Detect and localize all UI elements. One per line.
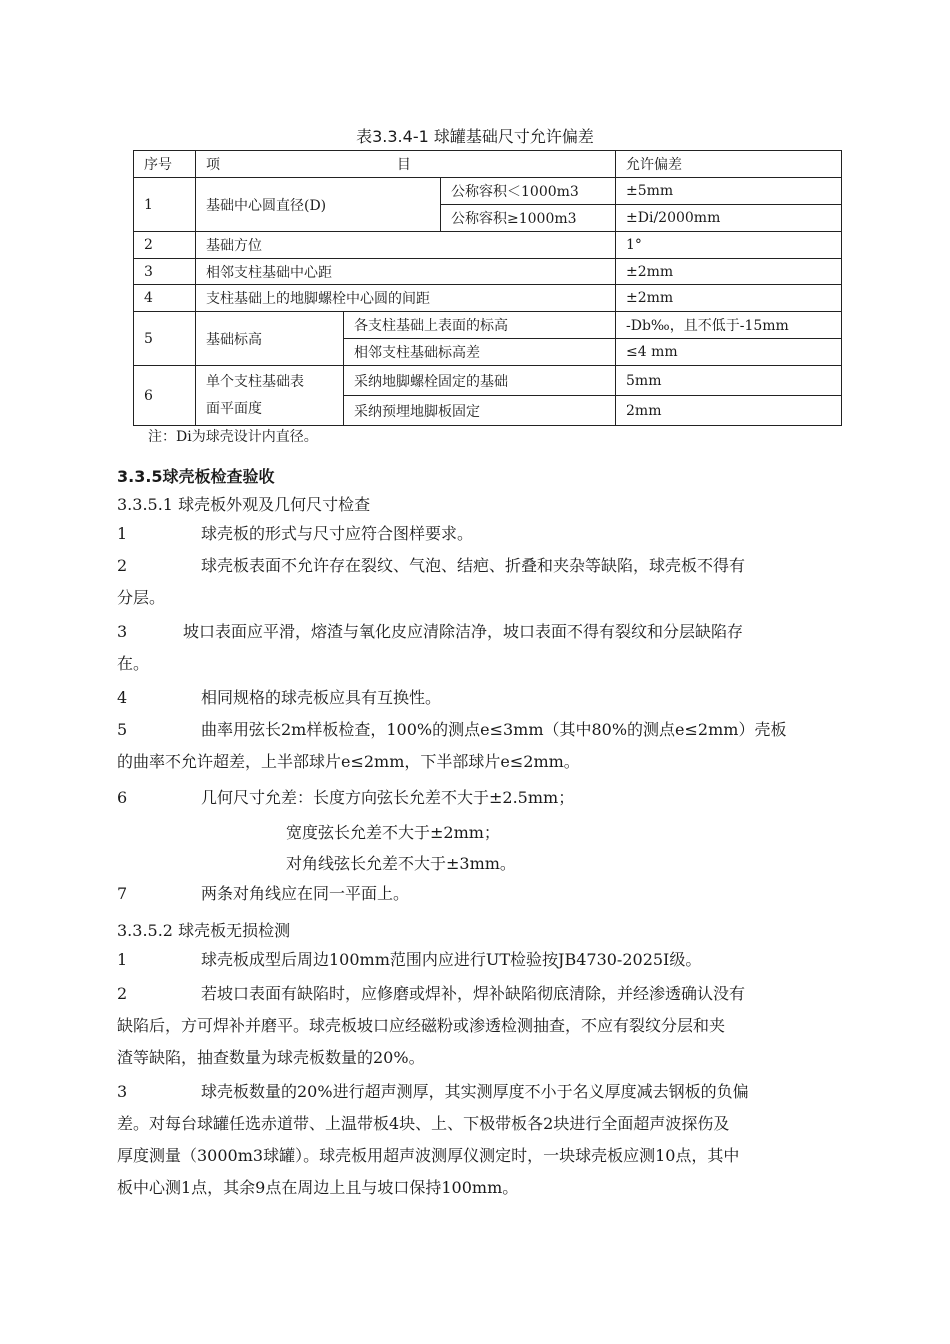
list-item — [117, 1076, 859, 1204]
item-text-cont: 缺陷后，方可焊补并磨平。球壳板坡口应经磁粉或渗透检测抽查，不应有裂纹分层和夹 — [117, 1016, 726, 1035]
row-tol: ≤4 mm — [616, 339, 842, 366]
row-seq: 4 — [134, 285, 196, 312]
table-note: 注：Di为球壳设计内直径。 — [148, 429, 318, 445]
item-text: 坡口表面应平滑，熔渣与氧化皮应清除洁净，坡口表面不得有裂纹和分层缺陷存 — [183, 622, 744, 641]
list-item — [117, 714, 859, 778]
item-text-cont: 分层。 — [117, 588, 166, 607]
row-tol: ±Di/2000mm — [616, 205, 842, 232]
item-text-cont: 板中心测1点，其余9点在周边上且与坡口保持100mm。 — [117, 1178, 519, 1197]
section-heading: 3.3.5球壳板检查验收 — [117, 467, 275, 486]
row-item: 基础方位 — [196, 232, 616, 259]
row-cond: 采纳预埋地脚板固定 — [344, 396, 616, 426]
row-tol: 5mm — [616, 366, 842, 396]
table-row — [134, 312, 842, 339]
item-text-cont: 差。对每台球罐任选赤道带、上温带板4块、上、下极带板各2块进行全面超声波探伤及 — [117, 1114, 730, 1133]
list-item — [117, 944, 859, 976]
item-text: 曲率用弦长2m样板检查，100%的测点e≤3mm（其中80%的测点e≤2mm）壳板 — [201, 720, 787, 739]
item-text-cont: 厚度测量（3000m3球罐）。球壳板用超声波测厚仪测定时，一块球壳板应测10点，其中 — [117, 1146, 740, 1165]
item-number: 3 — [117, 622, 128, 641]
row-item-line1: 单个支柱基础表 — [206, 373, 304, 390]
row-item: 支柱基础上的地脚螺栓中心圆的间距 — [196, 285, 616, 312]
row-cond: 相邻支柱基础标高差 — [344, 339, 616, 366]
table-title: 表3.3.4-1 球罐基础尺寸允许偏差 — [356, 127, 594, 146]
item-text-cont: 对角线弦长允差不大于±3mm。 — [286, 854, 516, 873]
row-seq: 1 — [134, 178, 196, 232]
row-tol: 1° — [616, 232, 842, 259]
row-item: 相邻支柱基础中心距 — [196, 259, 616, 285]
item-number: 7 — [117, 884, 128, 903]
item-text: 球壳板成型后周边100mm范围内应进行UT检验按JB4730-2025Ⅰ级。 — [201, 950, 702, 969]
row-cond: 公称容积≥1000m3 — [441, 205, 616, 232]
item-text-cont: 宽度弦长允差不大于±2mm； — [286, 823, 500, 842]
row-tol: ±5mm — [616, 178, 842, 205]
table-row — [134, 178, 842, 205]
item-text: 两条对角线应在同一平面上。 — [201, 884, 410, 903]
item-text-cont: 在。 — [117, 654, 150, 673]
row-seq: 5 — [134, 312, 196, 366]
item-number: 6 — [117, 788, 128, 807]
row-cond: 采纳地脚螺栓固定的基础 — [344, 366, 616, 396]
header-item-right: 目 — [396, 157, 411, 173]
list-item — [117, 518, 859, 550]
header-item-left: 项 — [206, 157, 220, 173]
row-cond: 各支柱基础上表面的标高 — [344, 312, 616, 339]
row-tol: ±2mm — [616, 285, 842, 312]
item-text: 球壳板数量的20%进行超声测厚，其实测厚度不小于名义厚度减去钢板的负偏 — [201, 1082, 749, 1101]
list-item — [117, 616, 859, 680]
item-number: 2 — [117, 556, 128, 575]
row-cond: 公称容积＜1000m3 — [441, 178, 616, 205]
row-item: 基础标高 — [196, 312, 344, 366]
header-tolerance: 允许偏差 — [616, 151, 842, 178]
item-text: 球壳板的形式与尺寸应符合图样要求。 — [201, 524, 474, 543]
item-text: 相同规格的球壳板应具有互换性。 — [201, 688, 442, 707]
item-text-cont: 的曲率不允许超差，上半部球片e≤2mm，下半部球片e≤2mm。 — [117, 752, 580, 771]
table-row — [134, 366, 842, 396]
header-seq: 序号 — [134, 151, 196, 178]
list-item — [117, 782, 859, 814]
subsection-heading-1: 3.3.5.1 球壳板外观及几何尺寸检查 — [117, 495, 371, 514]
item-number: 3 — [117, 1082, 128, 1101]
item-number: 4 — [117, 688, 128, 707]
row-seq: 6 — [134, 366, 196, 426]
subsection-heading-2: 3.3.5.2 球壳板无损检测 — [117, 921, 291, 940]
row-item-line2: 面平面度 — [206, 400, 262, 417]
list-item — [117, 878, 859, 910]
list-item — [117, 550, 859, 614]
row-seq: 2 — [134, 232, 196, 259]
item-number: 2 — [117, 984, 128, 1003]
row-tol: 2mm — [616, 396, 842, 426]
item-number: 5 — [117, 720, 128, 739]
row-tol: -Db‰，且不低于-15mm — [616, 312, 842, 339]
table-row — [134, 285, 842, 312]
header-item — [196, 151, 616, 178]
row-seq: 3 — [134, 259, 196, 285]
table-row — [134, 232, 842, 259]
row-tol: ±2mm — [616, 259, 842, 285]
list-item — [117, 682, 859, 714]
item-number: 1 — [117, 524, 128, 543]
table-row — [134, 259, 842, 285]
item-text-cont: 渣等缺陷，抽查数量为球壳板数量的20%。 — [117, 1048, 425, 1067]
list-item — [117, 978, 859, 1074]
item-text: 球壳板表面不允许存在裂纹、气泡、结疤、折叠和夹杂等缺陷，球壳板不得有 — [201, 556, 746, 575]
item-text: 若坡口表面有缺陷时，应修磨或焊补，焊补缺陷彻底清除，并经渗透确认没有 — [201, 984, 746, 1003]
row-item — [196, 366, 344, 426]
table-header-row — [134, 151, 842, 178]
row-item: 基础中心圆直径(D) — [196, 178, 441, 232]
tolerance-table — [133, 150, 842, 426]
item-text: 几何尺寸允差：长度方向弦长允差不大于±2.5mm； — [201, 788, 575, 807]
item-number: 1 — [117, 950, 128, 969]
